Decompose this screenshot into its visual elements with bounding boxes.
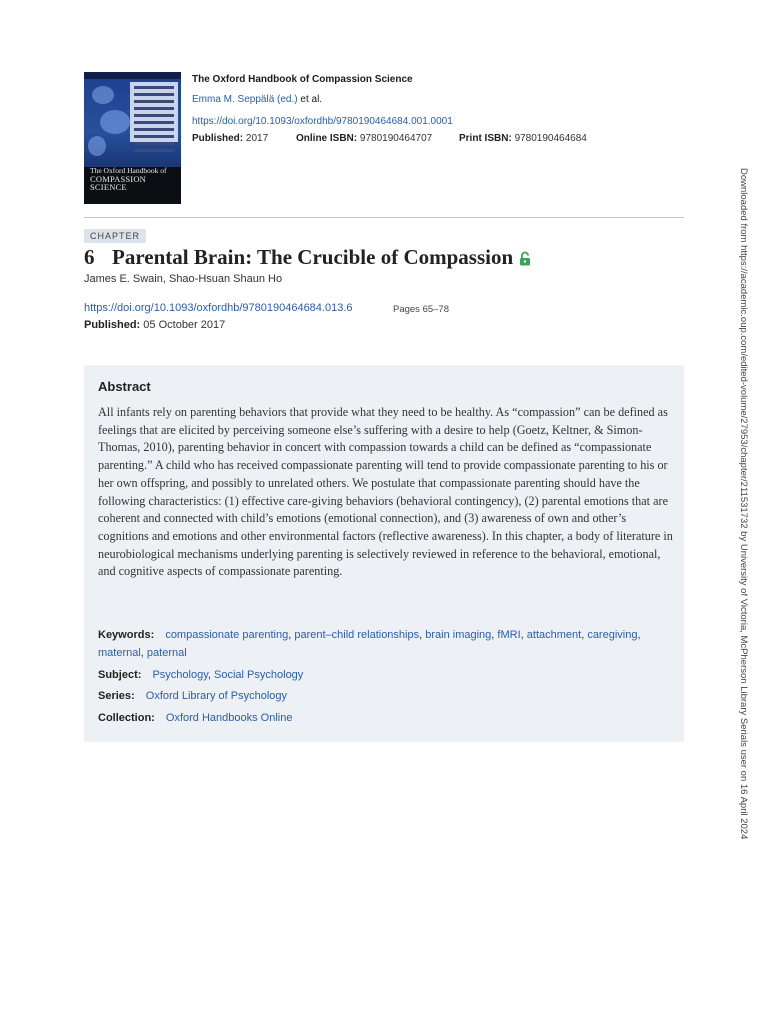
- cover-graphic-blob: [88, 136, 106, 156]
- chapter-pages: Pages 65–78: [393, 304, 449, 315]
- chapter-published-label: Published:: [84, 319, 141, 331]
- print-isbn-value: 9780190464684: [514, 133, 587, 144]
- cover-graphic-blob: [92, 86, 114, 104]
- keywords-label: Keywords:: [98, 629, 155, 641]
- keywords-row: Keywords: compassionate parenting, parent–child relationships, brain imaging, fMRI, attachment, caregiving, maternal, paternal: [98, 629, 641, 659]
- subject-link[interactable]: Psychology: [152, 669, 208, 681]
- keyword-link[interactable]: brain imaging: [425, 629, 492, 641]
- book-editor-link[interactable]: Emma M. Seppälä (ed.): [192, 94, 298, 105]
- cover-subtitle-line: COMPASSION SCIENCE: [90, 174, 147, 192]
- subject-link[interactable]: Social Psychology: [214, 669, 304, 681]
- collection-row: [98, 709, 678, 727]
- book-title[interactable]: The Oxford Handbook of Compassion Science: [192, 74, 413, 85]
- book-doi-link[interactable]: https://doi.org/10.1093/oxfordhb/9780190464684.001.0001: [192, 116, 453, 127]
- online-isbn-value: 9780190464707: [359, 133, 433, 144]
- chapter-published: [84, 319, 225, 331]
- collection-link[interactable]: Oxford Handbooks Online: [165, 712, 293, 724]
- book-editors: [192, 94, 322, 105]
- cover-author-panel: [130, 82, 178, 142]
- abstract-text: All infants rely on parenting behaviors that provide what they need to be healthy. As “compassion” can be defined as feelings that are elicited by perceiving someone else’s suffering with a desire to help (Goetz, Keltner, & Simon-Thomas, 2010), parenting behavior in concert with compassion towards a child can be defined as “compassionate parenting.” A child who has received compassionate parenting will tend to provide compassionate parenting to his or her own offspring, and possibly to unrelated others. We postulate that compassionate parenting should have the following characteristics: (1) effective care-giving behaviors (behavioral contingency), (2) parental emotions that are coherent and connected with child’s emotions (emotional connection), and (3) awareness of own and other’s cognitions and emotions and other environmental factors (reflective awareness). In this chapter, a body of literature in neurobiological mechanisms underlying parenting is selectively reviewed in reference to the behavioral, emotional, and cognitive aspects of compassionate parenting.: [98, 405, 673, 579]
- book-print-isbn: [459, 133, 587, 144]
- chapter-title-text: Parental Brain: The Crucible of Compassion: [112, 245, 514, 269]
- book-editor-suffix: et al.: [300, 94, 323, 105]
- keyword-link[interactable]: paternal: [146, 647, 187, 659]
- subject-label: Subject:: [98, 669, 142, 681]
- chapter-doi-link[interactable]: https://doi.org/10.1093/oxfordhb/9780190464684.013.6: [84, 302, 353, 314]
- cover-graphic-blob: [100, 110, 130, 134]
- book-doi: [192, 116, 453, 127]
- online-isbn-label: Online ISBN:: [296, 133, 358, 144]
- collection-label: Collection:: [98, 712, 155, 724]
- cover-top-band: [84, 72, 181, 79]
- chapter-authors: James E. Swain, Shao-Hsuan Shaun Ho: [84, 273, 283, 285]
- series-link[interactable]: Oxford Library of Psychology: [145, 690, 287, 702]
- keyword-link[interactable]: maternal: [98, 647, 141, 659]
- chapter-number: 6: [84, 245, 95, 269]
- open-lock-icon: [519, 247, 531, 272]
- book-published-label: Published:: [192, 133, 244, 144]
- book-header: [84, 72, 684, 204]
- print-isbn-label: Print ISBN:: [459, 133, 512, 144]
- keyword-link[interactable]: caregiving: [587, 629, 638, 641]
- keyword-link[interactable]: attachment: [526, 629, 582, 641]
- series-label: Series:: [98, 690, 135, 702]
- chapter-tag: CHAPTER: [84, 229, 146, 243]
- header-divider: [84, 217, 684, 218]
- abstract-heading: Abstract: [98, 379, 151, 394]
- keyword-link[interactable]: fMRI: [497, 629, 521, 641]
- chapter-title: [84, 245, 531, 272]
- abstract-box: [84, 365, 684, 742]
- series-row: [98, 687, 678, 705]
- book-published-value: 2017: [245, 133, 269, 144]
- book-cover-image[interactable]: [84, 72, 181, 204]
- cover-title: [90, 167, 178, 191]
- cover-title-line: The Oxford Handbook of: [90, 166, 167, 175]
- chapter-published-value: 05 October 2017: [143, 319, 226, 331]
- keyword-link[interactable]: parent–child relationships: [294, 629, 420, 641]
- subject-row: Subject: Psychology, Social Psychology: [98, 669, 304, 681]
- keyword-link[interactable]: compassionate parenting: [165, 629, 289, 641]
- book-published: [192, 133, 268, 144]
- download-watermark: Downloaded from https://academic.oup.com/edited-volume/27953/chapter/211531732 by University of Victoria, McPherson Library Serials user on 16 April 2024: [738, 168, 749, 840]
- book-online-isbn: [296, 133, 432, 144]
